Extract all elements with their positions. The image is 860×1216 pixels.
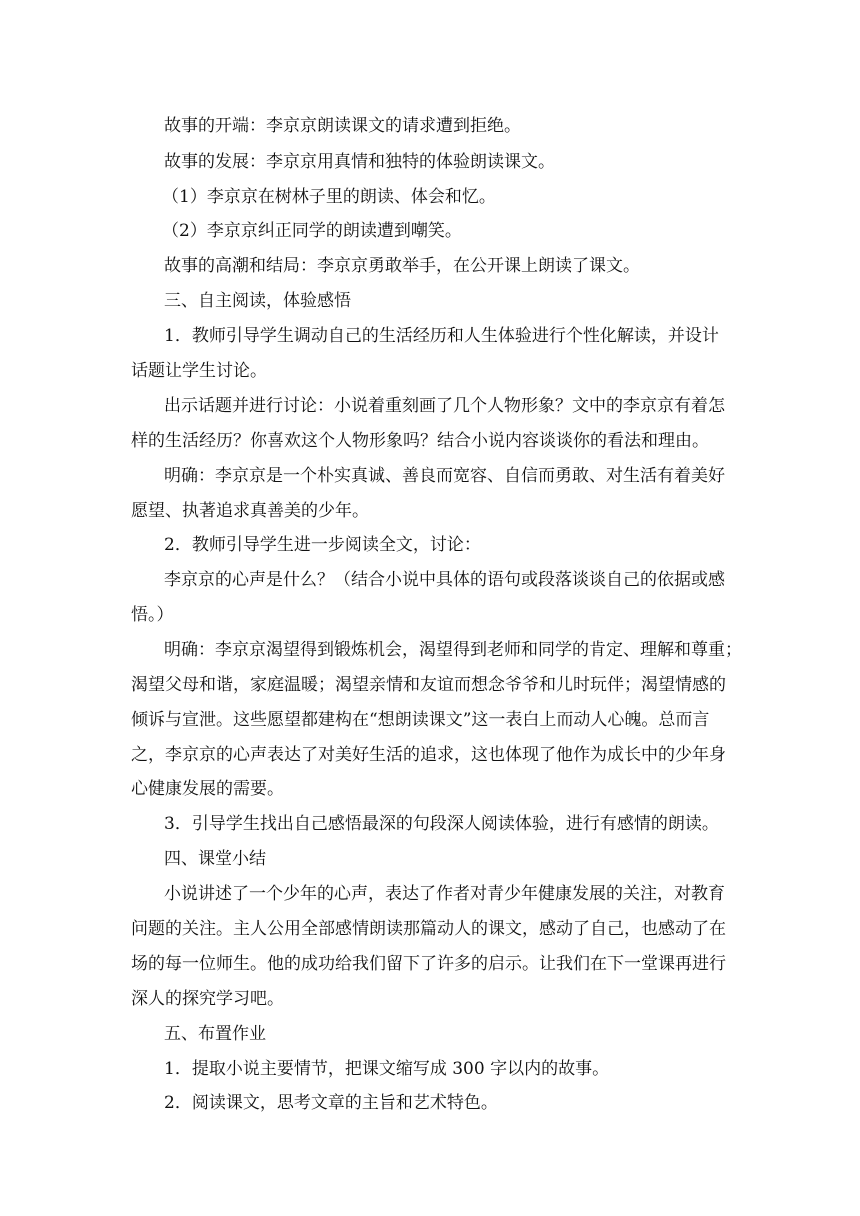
paragraph-line: 愿望、执著追求真善美的少年。 bbox=[131, 501, 369, 521]
paragraph-line: 出示话题并进行讨论：小说着重刻画了几个人物形象？文中的李京京有着怎 bbox=[164, 396, 725, 416]
paragraph-line: 心健康发展的需要。 bbox=[131, 779, 284, 799]
paragraph-line: 小说讲述了一个少年的心声，表达了作者对青少年健康发展的关注，对教育 bbox=[164, 884, 725, 904]
paragraph-line: 之，李京京的心声表达了对美好生活的追求，这也体现了他作为成长中的少年身 bbox=[131, 745, 726, 765]
paragraph-line: 明确：李京京是一个朴实真诚、善良而宽容、自信而勇敢、对生活有着美好 bbox=[164, 466, 725, 486]
development-point-2: （2）李京京纠正同学的朗读遭到嘲笑。 bbox=[162, 221, 462, 241]
paragraph-line: 李京京的心声是什么？（结合小说中具体的语句或段落谈谈自己的依据或感 bbox=[164, 570, 725, 590]
paragraph-line: 深人的探究学习吧。 bbox=[131, 989, 284, 1009]
paragraph-line: 样的生活经历？你喜欢这个人物形象吗？结合小说内容谈谈你的看法和理由。 bbox=[131, 431, 709, 451]
paragraph-line: 场的每一位师生。他的成功给我们留下了许多的启示。让我们在下一堂课再进行 bbox=[131, 954, 726, 974]
story-beginning-line: 故事的开端：李京京朗读课文的请求遭到拒绝。 bbox=[164, 116, 521, 136]
paragraph-line: 3．引导学生找出自己感悟最深的句段深人阅读体验，进行有感情的朗读。 bbox=[164, 814, 719, 834]
homework-item-2: 2．阅读课文，思考文章的主旨和艺术特色。 bbox=[164, 1093, 498, 1113]
paragraph-line: 2．教师引导学生进一步阅读全文，讨论： bbox=[164, 535, 481, 555]
paragraph-line: 问题的关注。主人公用全部感情朗读那篇动人的课文，感动了自己，也感动了在 bbox=[131, 919, 726, 939]
homework-item-1: 1．提取小说主要情节，把课文缩写成 300 字以内的故事。 bbox=[164, 1059, 610, 1079]
paragraph-line: 1．教师引导学生调动自己的生活经历和人生体验进行个性化解读，并设计 bbox=[164, 326, 719, 346]
story-development-line: 故事的发展：李京京用真情和独特的体验朗读课文。 bbox=[164, 152, 555, 172]
section-heading-5: 五、布置作业 bbox=[164, 1024, 266, 1044]
section-heading-4: 四、课堂小结 bbox=[164, 849, 266, 869]
story-climax-line: 故事的高潮和结局：李京京勇敢举手，在公开课上朗读了课文。 bbox=[164, 256, 640, 276]
paragraph-line: 悟。） bbox=[131, 605, 174, 625]
paragraph-line: 明确：李京京渴望得到锻炼机会，渴望得到老师和同学的肯定、理解和尊重； bbox=[164, 640, 742, 660]
paragraph-line: 渴望父母和谐，家庭温暖；渴望亲情和友谊而想念爷爷和儿时玩伴；渴望情感的 bbox=[131, 675, 726, 695]
paragraph-line: 话题让学生讨论。 bbox=[131, 361, 267, 381]
section-heading-3: 三、自主阅读，体验感悟 bbox=[164, 291, 351, 311]
development-point-1: （1）李京京在树林子里的朗读、体会和忆。 bbox=[162, 187, 496, 207]
paragraph-line: 倾诉与宣泄。这些愿望都建构在“想朗读课文”这一表白上而动人心魄。总而言 bbox=[131, 710, 710, 730]
